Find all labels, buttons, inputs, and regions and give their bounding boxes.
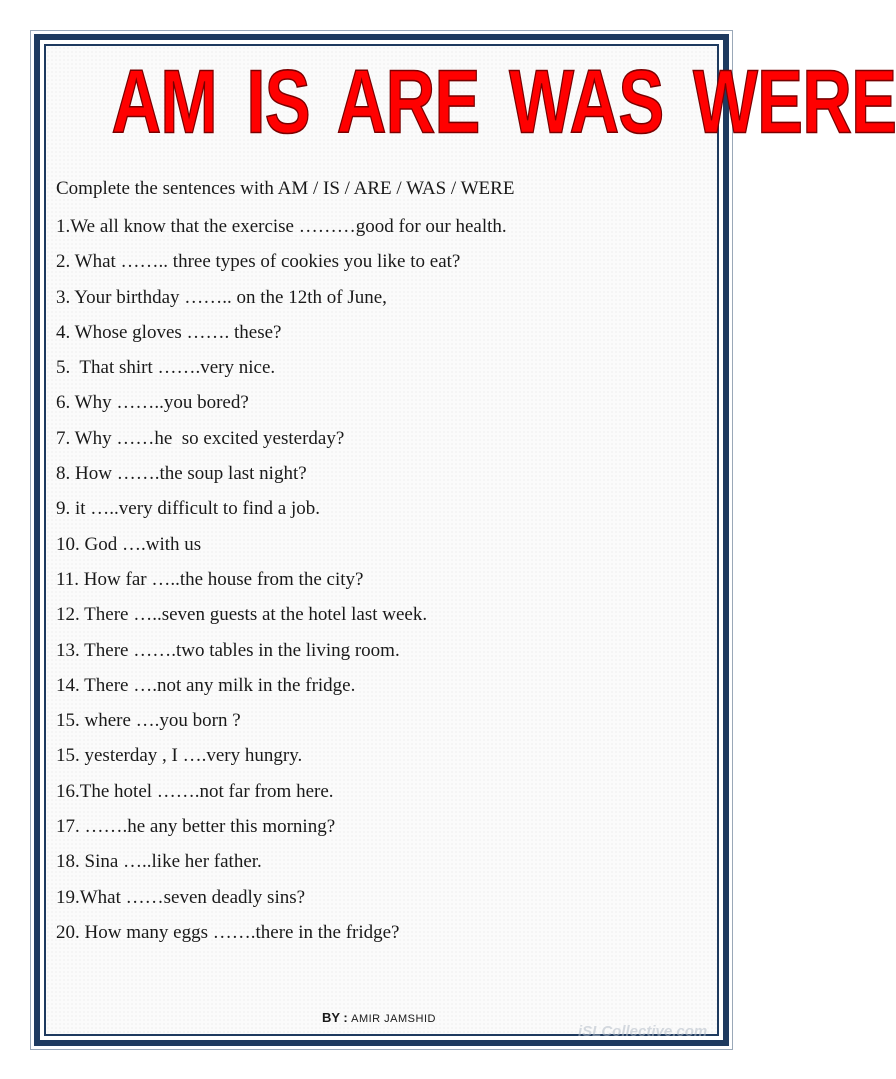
question-item: 17. …….he any better this morning? (56, 816, 336, 838)
question-item: 14. There ….not any milk in the fridge. (56, 674, 356, 696)
question-item: 6. Why ……..you bored? (56, 392, 249, 414)
author-by-label: BY : (322, 1010, 348, 1025)
author-credit (322, 1010, 436, 1025)
question-item: 19.What ……seven deadly sins? (56, 886, 306, 908)
question-item: 10. God ….with us (56, 533, 202, 555)
question-item: 12. There …..seven guests at the hotel last week. (56, 604, 428, 626)
question-item: 1.We all know that the exercise ………good for our health. (56, 216, 507, 237)
question-item: 3. Your birthday …….. on the 12th of June, (56, 286, 387, 308)
question-item: 2. What …….. three types of cookies you like to eat? (56, 251, 461, 273)
question-item: 8. How …….the soup last night? (56, 463, 307, 485)
question-list (56, 212, 507, 953)
question-item: 16.The hotel …….not far from here. (56, 780, 334, 802)
question-item: 15. yesterday , I ….very hungry. (56, 745, 303, 767)
question-item: 13. There …….two tables in the living room. (56, 639, 400, 661)
question-item: 20. How many eggs …….there in the fridge? (56, 921, 400, 943)
worksheet-title: AM IS ARE WAS WERE (111, 51, 896, 153)
question-item: 15. where ….you born ? (56, 710, 241, 732)
question-item: 18. Sina …..like her father. (56, 851, 262, 873)
question-item: 4. Whose gloves ……. these? (56, 321, 282, 343)
instruction-text: Complete the sentences with AM / IS / ARE / WAS / WERE (56, 178, 515, 199)
question-item: 9. it …..very difficult to find a job. (56, 498, 321, 520)
author-name: AMIR JAMSHID (351, 1013, 436, 1025)
question-item: 7. Why ……he so excited yesterday? (56, 427, 345, 449)
question-item: 5. That shirt …….very nice. (56, 357, 276, 379)
question-item: 11. How far …..the house from the city? (56, 568, 364, 590)
site-watermark: iSLCollective.com (578, 1023, 708, 1040)
